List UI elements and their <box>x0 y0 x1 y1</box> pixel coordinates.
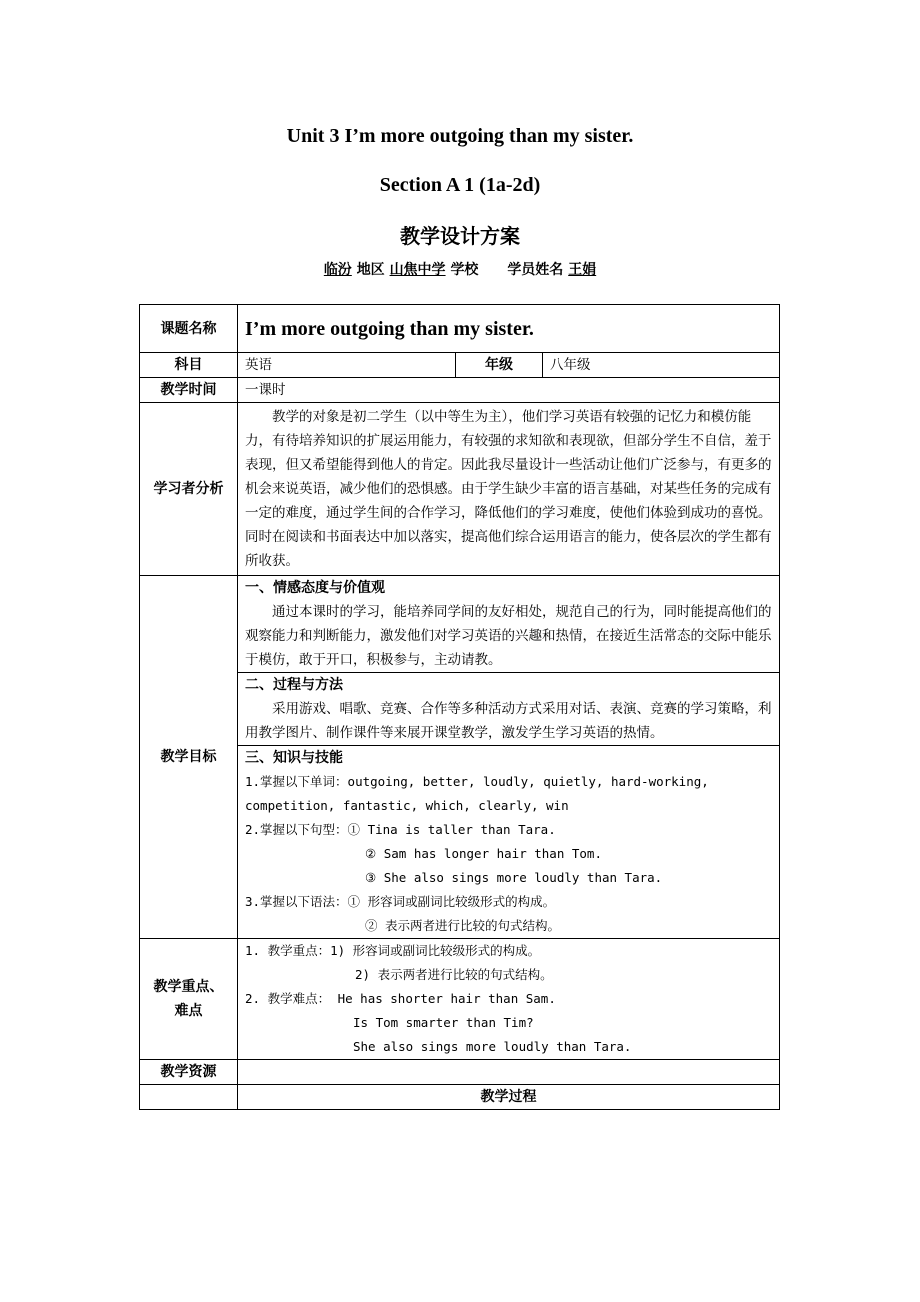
topic-value: I’m more outgoing than my sister. <box>238 305 780 353</box>
region-label: 地区 <box>356 262 385 278</box>
process-blank-cell <box>140 1085 238 1110</box>
kp-difficult-3: She also sings more loudly than Tara. <box>353 1039 632 1054</box>
lesson-plan-table <box>139 304 780 1110</box>
kp-key-2: 2) 表示两者进行比较的句式结构。 <box>355 967 553 982</box>
process-label: 教学过程 <box>238 1085 780 1110</box>
section-title: Section A 1 (1a-2d) <box>379 174 541 196</box>
author-info <box>0 259 920 279</box>
kp-key-1: 1. 教学重点：1) 形容词或副词比较级形式的构成。 <box>245 943 541 958</box>
goal1-heading: 一、情感态度与价值观 <box>245 580 385 596</box>
document-title: Unit 3 I’m more outgoing than my sister. <box>286 125 634 147</box>
student-name: 王娟 <box>568 262 597 278</box>
school-label: 学校 <box>450 262 479 278</box>
keypoints-label <box>140 939 238 1060</box>
goal2-text: 采用游戏、唱歌、竞赛、合作等多种活动方式采用对话、表演、竞赛的学习策略，利用教学图片、制作课件等来展开课堂教学，激发学生学习英语的热情。 <box>245 701 772 741</box>
school-name: 山焦中学 <box>389 262 446 278</box>
resources-label: 教学资源 <box>140 1060 238 1085</box>
goal1-text: 通过本课时的学习，能培养同学间的友好相处，规范自己的行为，同时能提高他们的观察能力和判断能力，激发他们对学习英语的兴趣和热情，在接近生活常态的交际中能乐于模仿，敢于开口，积极参与，主动请教。 <box>245 604 772 668</box>
goals-label: 教学目标 <box>140 576 238 939</box>
goal3-heading: 三、知识与技能 <box>245 750 343 766</box>
goal3-grammar-1: 3.掌握以下语法：① 形容词或副词比较级形式的构成。 <box>245 894 556 909</box>
kp-difficult-2: Is Tom smarter than Tim? <box>353 1015 534 1030</box>
subject-value: 英语 <box>238 353 456 378</box>
region-name: 临汾 <box>323 262 352 278</box>
keypoints-label-line1: 教学重点、 <box>153 979 224 995</box>
plan-title: 教学设计方案 <box>400 224 520 248</box>
keypoints-label-line2: 难点 <box>174 1003 203 1019</box>
grade-value: 八年级 <box>543 353 780 378</box>
grade-label: 年级 <box>456 353 543 378</box>
student-label: 学员姓名 <box>507 262 564 278</box>
time-label: 教学时间 <box>140 378 238 403</box>
topic-label: 课题名称 <box>140 305 238 353</box>
learner-label: 学习者分析 <box>140 403 238 576</box>
learner-analysis-text: 教学的对象是初二学生（以中等生为主），他们学习英语有较强的记忆力和模仿能力，有待培养知识的扩展运用能力，有较强的求知欲和表现欲，但部分学生不自信，羞于表现，但又希望能得到他人的肯定。因此我尽量设计一些活动让他们广泛参与，有更多的机会来说英语，减少他们的恐惧感。由于学生缺少丰富的语言基础，对某些任务的完成有一定的难度，通过学生间的合作学习，降低他们的学习难度，使他们体验到成功的喜悦。同时在阅读和书面表达中加以落实，提高他们综合运用语言的能力，使各层次的学生都有所收获。 <box>245 409 772 569</box>
time-value: 一课时 <box>238 378 780 403</box>
subject-label: 科目 <box>140 353 238 378</box>
goal2-heading: 二、过程与方法 <box>245 677 343 693</box>
goal3-pattern-3: ③ She also sings more loudly than Tara. <box>365 870 663 885</box>
resources-value <box>238 1060 780 1085</box>
goal3-pattern-1: 2.掌握以下句型：① Tina is taller than Tara. <box>245 822 556 837</box>
goal3-pattern-2: ② Sam has longer hair than Tom. <box>365 846 602 861</box>
kp-difficult-1: 2. 教学难点： He has shorter hair than Sam. <box>245 991 556 1006</box>
goal3-grammar-2: ② 表示两者进行比较的句式结构。 <box>365 918 561 933</box>
goal3-vocab: 1.掌握以下单词：outgoing, better, loudly, quietly, hard-working, competition, fantastic, which, clearly, win <box>245 774 709 813</box>
